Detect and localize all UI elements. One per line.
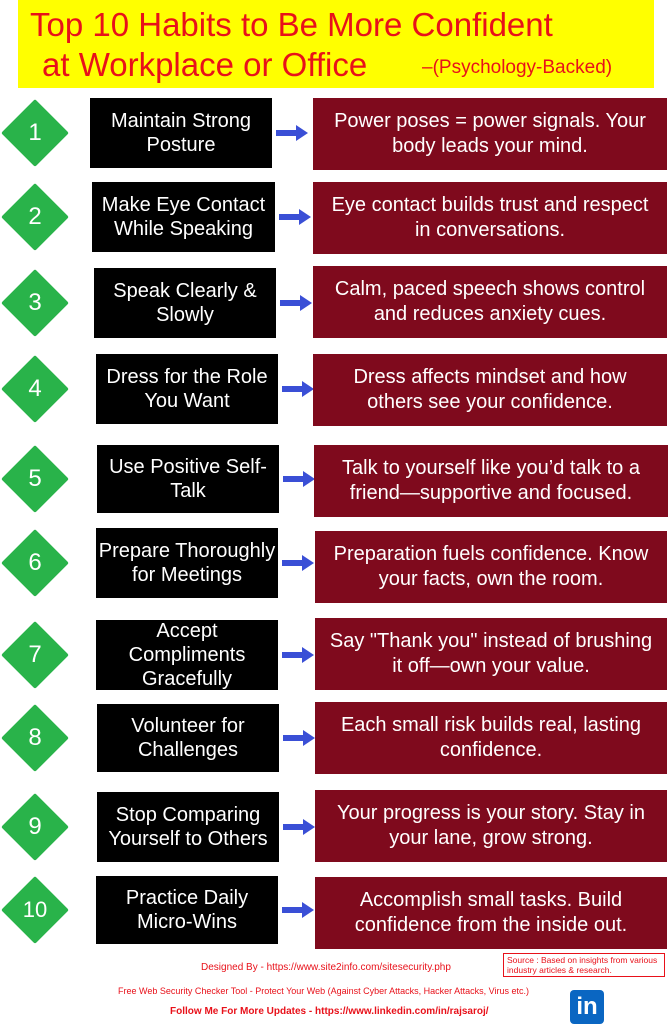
right-arrow-icon bbox=[282, 902, 314, 918]
habit-title: Prepare Thoroughly for Meetings bbox=[96, 528, 278, 598]
right-arrow-icon bbox=[280, 295, 312, 311]
page-subtitle: –(Psychology-Backed) bbox=[422, 57, 613, 78]
habit-description: Preparation fuels confidence. Know your facts, own the room. bbox=[315, 531, 667, 603]
designed-by-link[interactable]: Designed By - https://www.site2info.com/sitesecurity.php bbox=[201, 962, 451, 973]
habit-title: Dress for the Role You Want bbox=[96, 354, 278, 424]
page-title-line2: at Workplace or Office bbox=[42, 46, 368, 83]
habit-number: 4 bbox=[28, 375, 42, 402]
habit-number: 9 bbox=[28, 813, 42, 840]
habit-number: 6 bbox=[28, 549, 42, 576]
habit-number: 3 bbox=[28, 289, 42, 316]
linkedin-logo[interactable]: in bbox=[570, 990, 604, 1024]
habit-description: Say "Thank you" instead of brushing it off—own your value. bbox=[315, 618, 667, 690]
security-tool-note: Free Web Security Checker Tool - Protect Your Web (Against Cyber Attacks, Hacker Attacks, Virus etc.) bbox=[118, 986, 530, 996]
habit-number: 2 bbox=[28, 203, 42, 230]
habit-title: Use Positive Self-Talk bbox=[97, 445, 279, 513]
habit-number: 8 bbox=[28, 724, 42, 751]
habit-description: Calm, paced speech shows control and reduces anxiety cues. bbox=[313, 266, 667, 338]
habit-description: Accomplish small tasks. Build confidence from the inside out. bbox=[315, 877, 667, 949]
habit-description: Eye contact builds trust and respect in conversations. bbox=[313, 182, 667, 254]
habit-title: Maintain Strong Posture bbox=[90, 98, 272, 168]
source-note: Source : Based on insights from various industry articles & research. bbox=[503, 953, 665, 977]
habit-description: Dress affects mindset and how others see your confidence. bbox=[313, 354, 667, 426]
habit-title: Make Eye Contact While Speaking bbox=[92, 182, 275, 252]
right-arrow-icon bbox=[282, 381, 314, 397]
habit-description: Power poses = power signals. Your body leads your mind. bbox=[313, 98, 667, 170]
habit-title: Speak Clearly & Slowly bbox=[94, 268, 276, 338]
habit-title: Stop Comparing Yourself to Others bbox=[97, 792, 279, 862]
right-arrow-icon bbox=[283, 819, 315, 835]
habit-number: 1 bbox=[28, 119, 42, 146]
right-arrow-icon bbox=[279, 209, 311, 225]
habit-title: Volunteer for Challenges bbox=[97, 704, 279, 772]
follow-link[interactable]: Follow Me For More Updates - https://www.linkedin.com/in/rajsaroj/ bbox=[170, 1006, 489, 1017]
page-title: Top 10 Habits to Be More Confident bbox=[30, 6, 553, 43]
right-arrow-icon bbox=[282, 555, 314, 571]
habit-description: Each small risk builds real, lasting confidence. bbox=[315, 702, 667, 774]
habit-number: 10 bbox=[22, 897, 48, 922]
right-arrow-icon bbox=[276, 125, 308, 141]
habit-number: 5 bbox=[28, 465, 42, 492]
habit-description: Your progress is your story. Stay in your lane, grow strong. bbox=[315, 790, 667, 862]
habit-number: 7 bbox=[28, 641, 42, 668]
right-arrow-icon bbox=[282, 647, 314, 663]
habit-description: Talk to yourself like you’d talk to a friend—supportive and focused. bbox=[314, 445, 668, 517]
right-arrow-icon bbox=[283, 471, 315, 487]
habit-title: Accept Compliments Gracefully bbox=[96, 620, 278, 690]
habit-title: Practice Daily Micro-Wins bbox=[96, 876, 278, 944]
right-arrow-icon bbox=[283, 730, 315, 746]
